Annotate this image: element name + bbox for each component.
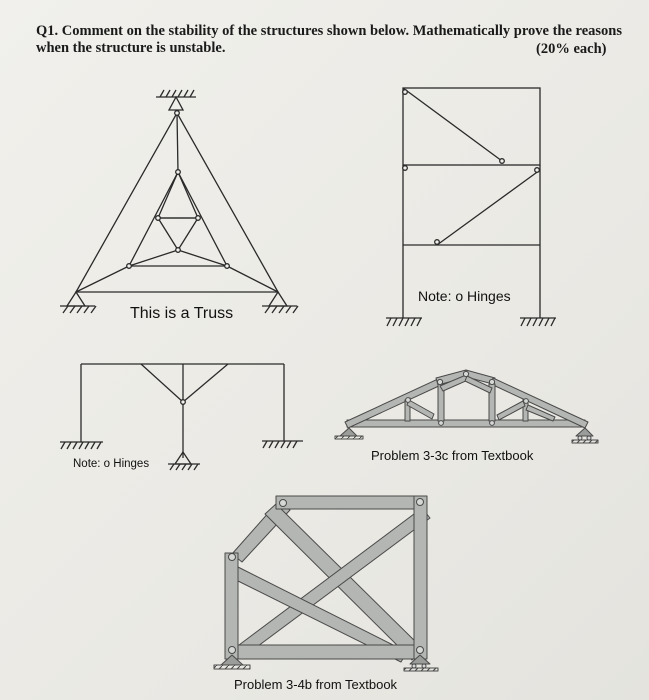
top-pin-support — [156, 90, 196, 110]
braced-frame-figure — [214, 496, 438, 671]
truss-caption: This is a Truss — [130, 305, 234, 322]
question-text-line1: Q1. Comment on the stability of the structures shown below. Mathematically prove the reasons — [36, 23, 623, 39]
right-pin-support — [262, 292, 298, 313]
roof-truss-caption: Problem 3-3c from Textbook — [371, 448, 534, 463]
frame-hinges-note: Note: o Hinges — [418, 288, 511, 304]
portal-center-pin-support — [168, 452, 200, 470]
question-text-line2: when the structure is unstable. — [36, 40, 226, 56]
roof-truss-left-support — [335, 428, 363, 439]
triangle-truss-figure — [60, 90, 298, 313]
portal-right-fixed-support — [262, 441, 303, 448]
portal-hinges-note: Note: o Hinges — [73, 458, 150, 470]
roof-truss-figure — [335, 370, 598, 443]
marks-label: (20% each) — [536, 41, 607, 57]
roof-truss-right-support — [572, 428, 598, 443]
frame-fixed-supports — [386, 318, 556, 326]
braced-frame-caption: Problem 3-4b from Textbook — [234, 677, 398, 692]
left-pin-support — [60, 292, 96, 313]
portal-frame-figure — [60, 364, 303, 470]
portal-left-fixed-support — [60, 442, 103, 449]
